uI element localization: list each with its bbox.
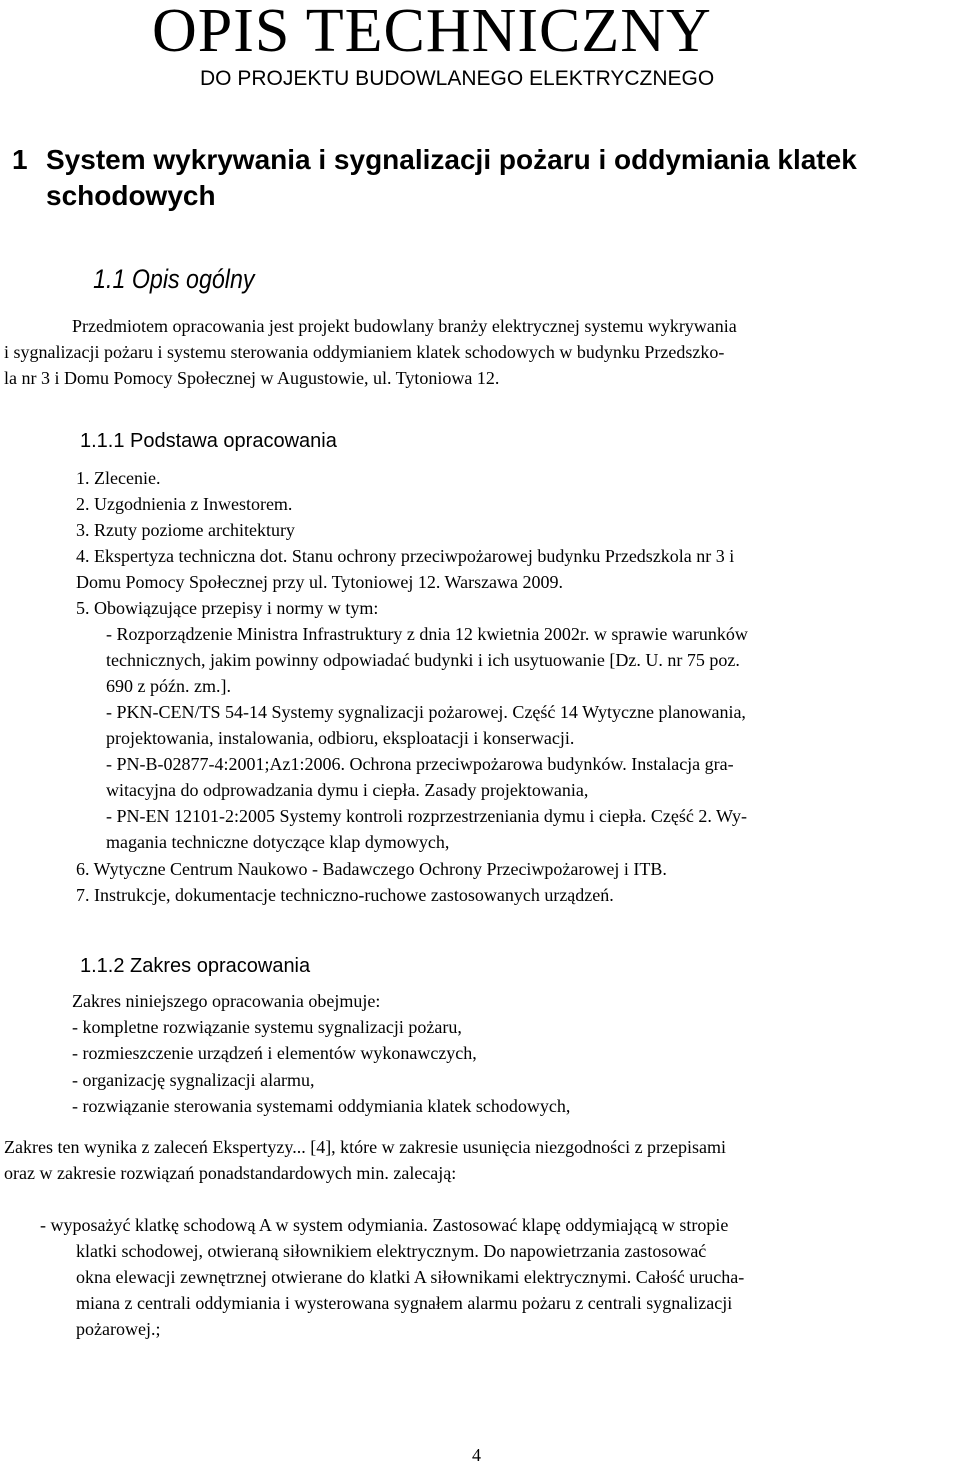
- basis-list-item: - PKN-CEN/TS 54-14 Systemy sygnalizacji pożarowej. Część 14 Wytyczne planowania,: [106, 702, 746, 722]
- basis-list-item: - PN-B-02877-4:2001;Az1:2006. Ochrona przeciwpożarowa budynków. Instalacja gra-: [106, 754, 734, 774]
- basis-list-item: 4. Ekspertyza techniczna dot. Stanu ochrony przeciwpożarowej budynku Przedszkola nr 3 i: [76, 546, 735, 566]
- section-1-1-para-line: i sygnalizacji pożaru i systemu sterowania oddymianiem klatek schodowych w budynku Przedszko-: [4, 342, 725, 362]
- basis-list-item: 7. Instrukcje, dokumentacje techniczno-ruchowe zastosowanych urządzeń.: [76, 885, 614, 905]
- basis-list-item: 2. Uzgodnienia z Inwestorem.: [76, 494, 293, 514]
- scope-list-item: - rozwiązanie sterowania systemami oddymiania klatek schodowych,: [72, 1096, 571, 1116]
- basis-list-item: 3. Rzuty poziome architektury: [76, 520, 295, 540]
- section-1-1-1-heading: 1.1.1 Podstawa opracowania: [80, 430, 337, 452]
- section-1-1-2-heading: 1.1.2 Zakres opracowania: [80, 955, 311, 977]
- scope-list-item: - rozmieszczenie urządzeń i elementów wykonawczych,: [72, 1043, 477, 1063]
- bullet-item-line: klatki schodowej, otwieraną siłownikiem elektrycznym. Do napowietrzania zastosować: [76, 1241, 707, 1261]
- basis-list-item: projektowania, instalowania, odbioru, eksploatacji i konserwacji.: [106, 728, 575, 748]
- section-1-1-para-line: la nr 3 i Domu Pomocy Społecznej w Augustowie, ul. Tytoniowa 12.: [4, 368, 500, 388]
- section-1-title-line1: System wykrywania i sygnalizacji pożaru i oddymiania klatek: [46, 144, 857, 175]
- basis-list-item: - Rozporządzenie Ministra Infrastruktury z dnia 12 kwietnia 2002r. w sprawie warunków: [106, 624, 748, 644]
- basis-list-item: 1. Zlecenie.: [76, 468, 161, 488]
- scope-list-item: - organizację sygnalizacji alarmu,: [72, 1070, 315, 1090]
- bullet-item-line: pożarowej.;: [76, 1319, 161, 1339]
- recommendation-paragraph-line: oraz w zakresie rozwiązań ponadstandardowych min. zalecają:: [4, 1163, 457, 1183]
- basis-list-item: witacyjna do odprowadzania dymu i ciepła. Zasady projektowania,: [106, 780, 589, 800]
- section-1-1-para-line: Przedmiotem opracowania jest projekt budowlany branży elektrycznej systemu wykrywania: [72, 316, 737, 336]
- bullet-item-line: miana z centrali oddymiania i wysterowana sygnałem alarmu pożaru z centrali sygnalizacji: [76, 1293, 733, 1313]
- basis-list-item: 690 z późn. zm.].: [106, 676, 231, 696]
- basis-list-item: - PN-EN 12101-2:2005 Systemy kontroli rozprzestrzeniania dymu i ciepła. Część 2. Wy-: [106, 806, 747, 826]
- document-title: OPIS TECHNICZNY: [152, 0, 712, 65]
- basis-list-item: Domu Pomocy Społecznej przy ul. Tytoniowej 12. Warszawa 2009.: [76, 572, 564, 592]
- bullet-item-line: okna elewacji zewnętrznej otwierane do klatki A siłownikami elektrycznymi. Całość urucha-: [76, 1267, 745, 1287]
- basis-list-item: magania techniczne dotyczące klap dymowych,: [106, 832, 450, 852]
- basis-list-item: 5. Obowiązujące przepisy i normy w tym:: [76, 598, 379, 618]
- recommendation-paragraph-line: Zakres ten wynika z zaleceń Ekspertyzy... [4], które w zakresie usunięcia niezgodności z przepisami: [4, 1137, 727, 1157]
- page-number: 4: [472, 1445, 481, 1465]
- section-1-1-heading: 1.1 Opis ogólny: [93, 264, 255, 294]
- section-1-title-line2: schodowych: [46, 180, 216, 211]
- bullet-item-line: - wyposażyć klatkę schodową A w system odymiania. Zastosować klapę oddymiającą w stropie: [40, 1215, 729, 1235]
- scope-list-item: - kompletne rozwiązanie systemu sygnalizacji pożaru,: [72, 1017, 462, 1037]
- scope-list-item: Zakres niniejszego opracowania obejmuje:: [72, 991, 381, 1011]
- basis-list-item: 6. Wytyczne Centrum Naukowo - Badawczego Ochrony Przeciwpożarowej i ITB.: [76, 859, 667, 879]
- section-1-number: 1: [12, 144, 28, 175]
- basis-list-item: technicznych, jakim powinny odpowiadać budynki i ich usytuowanie [Dz. U. nr 75 poz.: [106, 650, 740, 670]
- document-subtitle: DO PROJEKTU BUDOWLANEGO ELEKTRYCZNEGO: [200, 67, 715, 90]
